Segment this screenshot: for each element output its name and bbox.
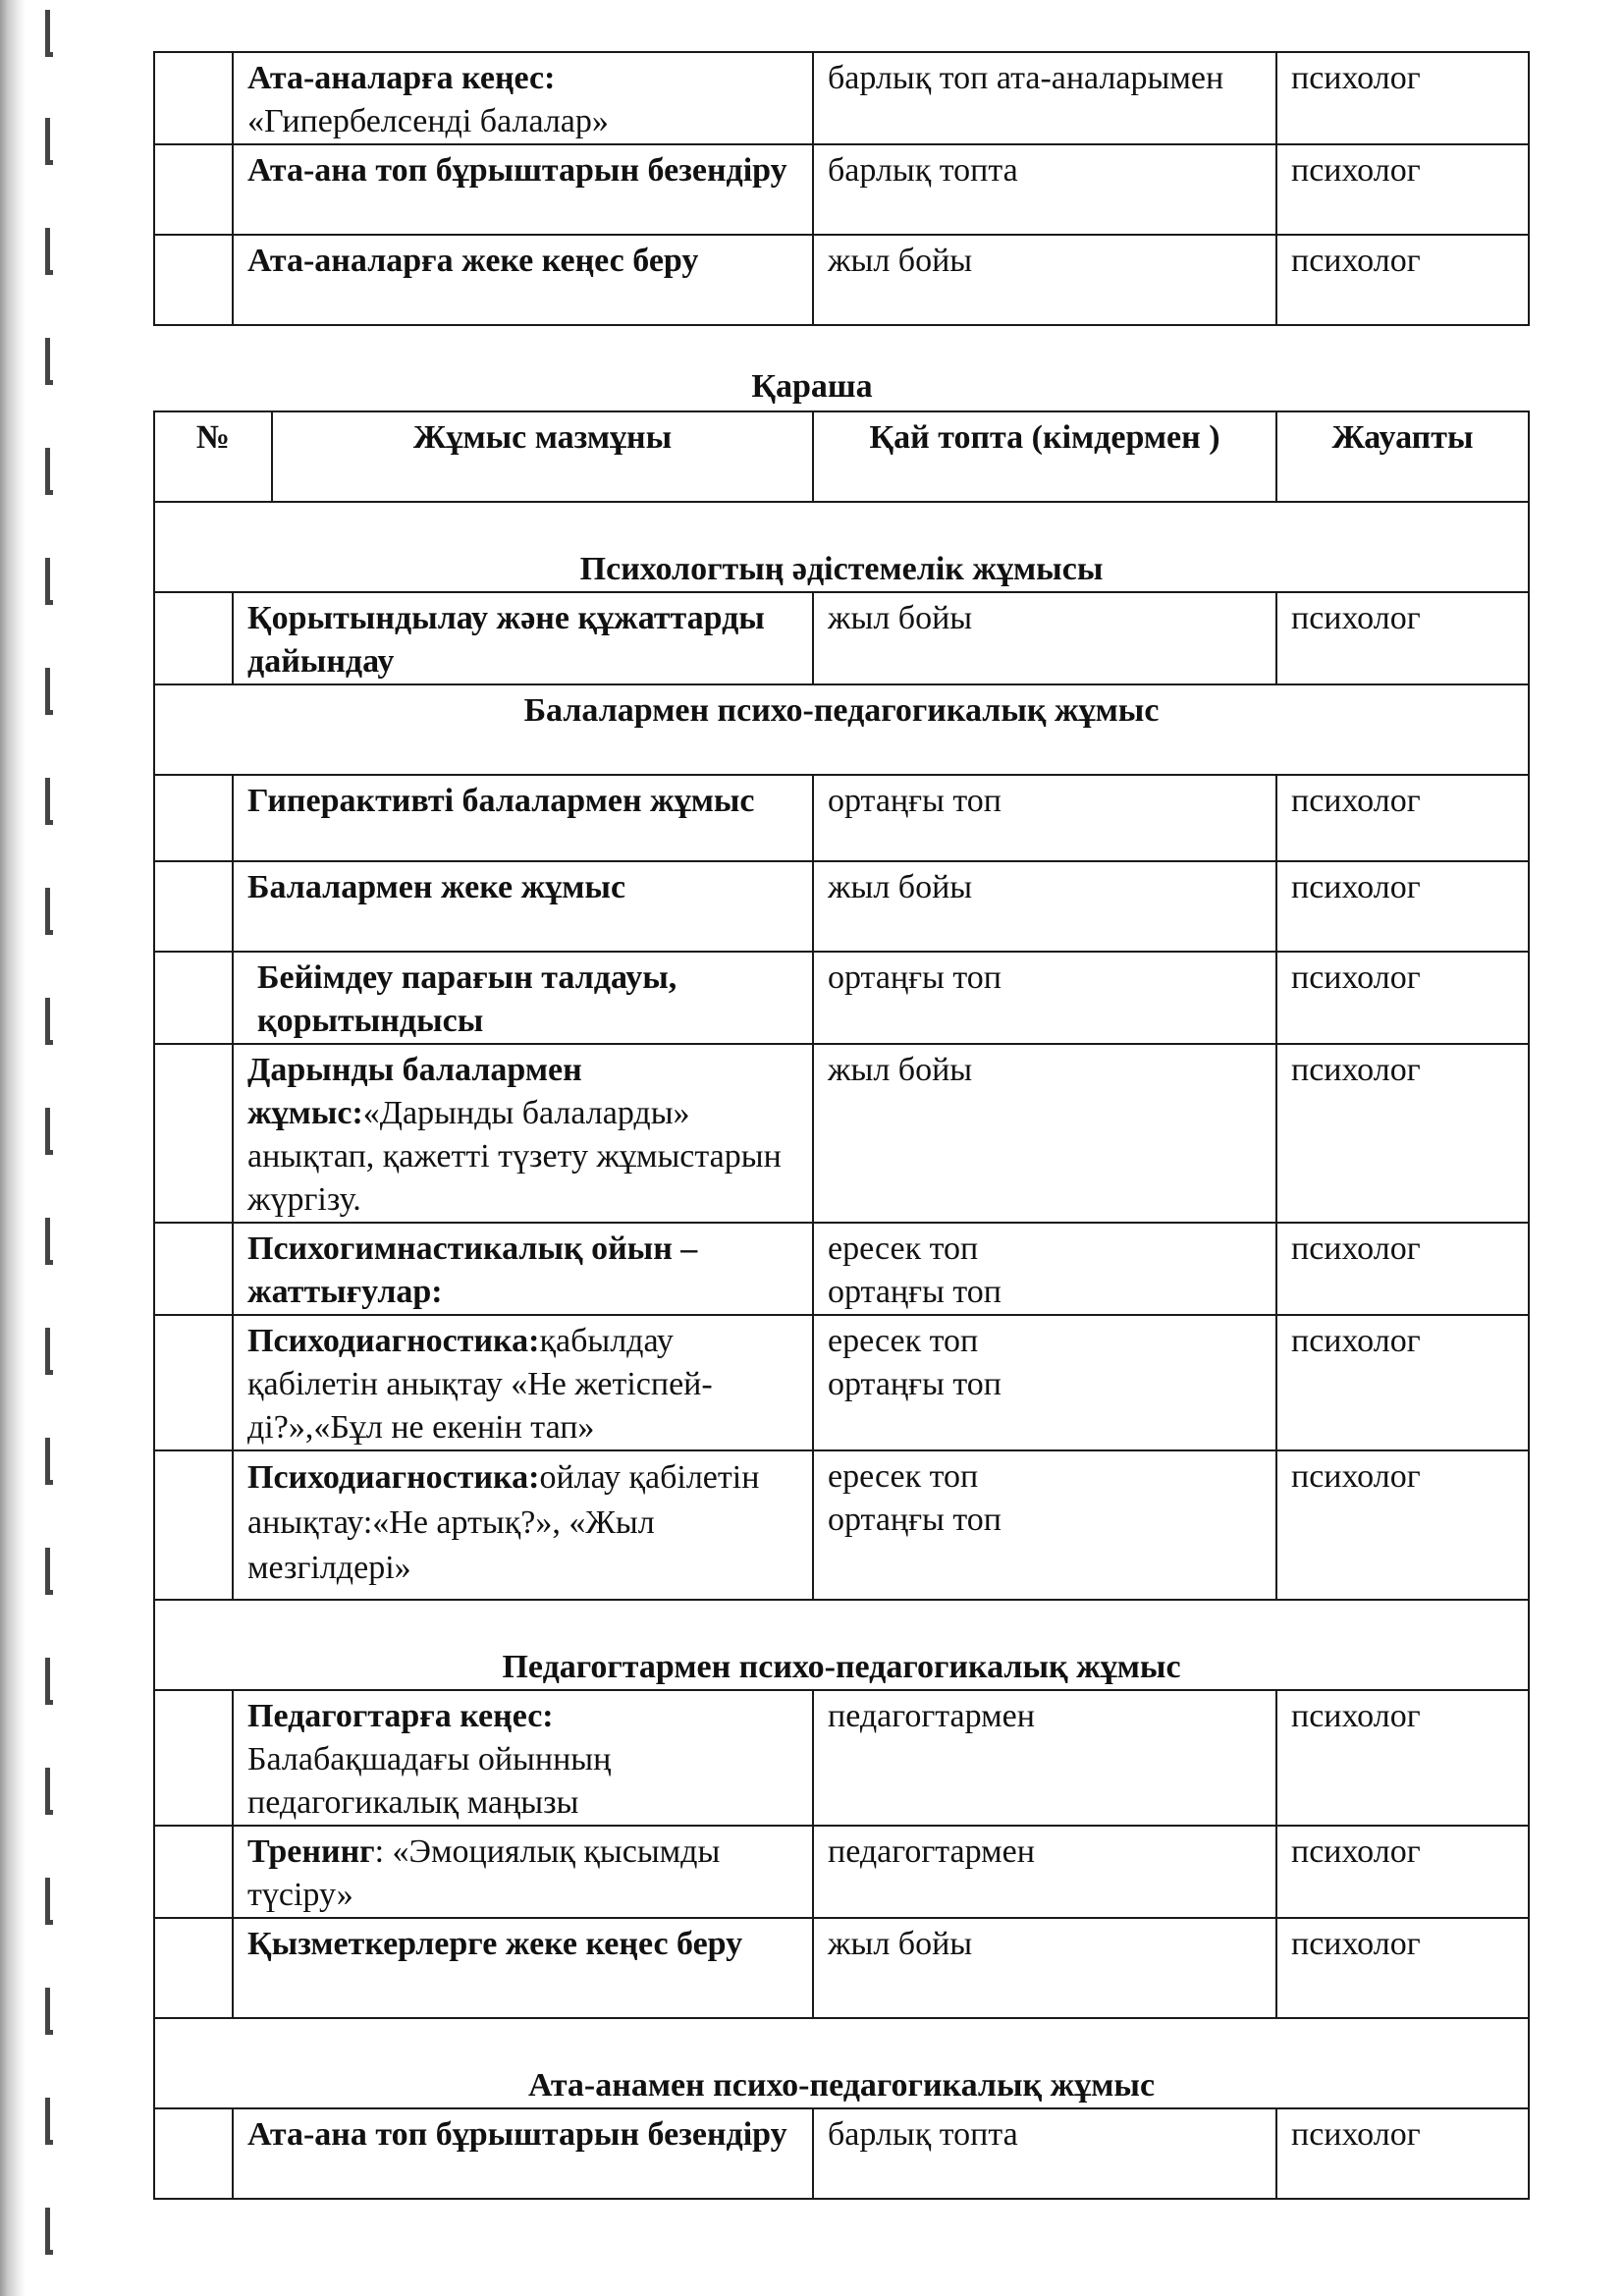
- responsible-cell: психолог: [1276, 144, 1529, 235]
- row-number-cell: [154, 1918, 233, 2018]
- content-cell: Тренинг: «Эмоциялық қысымды түсіру»: [233, 1826, 813, 1918]
- group-cell: жыл бойы: [813, 1918, 1276, 2018]
- responsible-cell: психолог: [1276, 1918, 1529, 2018]
- group-cell: барлық топ ата-аналарымен: [813, 52, 1276, 144]
- row-number-cell: [154, 2108, 233, 2199]
- group-cell: жыл бойы: [813, 592, 1276, 684]
- content-cell: Дарынды балалармен жұмыс:«Дарынды балаларды» анықтап, қажетті түзету жұмыстарын жүргізу.: [233, 1044, 813, 1223]
- section-title: Психологтың әдістемелік жұмысы: [154, 502, 1529, 592]
- table-row: [154, 1690, 1529, 1826]
- content-cell: Қызметкерлерге жеке кеңес беру: [233, 1918, 813, 2018]
- responsible-cell: психолог: [1276, 1690, 1529, 1826]
- table-row: [154, 1223, 1529, 1315]
- group-cell: педагогтармен: [813, 1826, 1276, 1918]
- top-table: [153, 51, 1530, 326]
- header-content: Жұмыс мазмұны: [272, 411, 813, 502]
- table-row: [154, 1450, 1529, 1600]
- content-cell: Қорытындылау және құжаттарды дайындау: [233, 592, 813, 684]
- table-row: [154, 235, 1529, 325]
- section-row: [154, 502, 1529, 592]
- row-number-cell: [154, 861, 233, 952]
- group-cell: барлық топта: [813, 2108, 1276, 2199]
- group-cell: педагогтармен: [813, 1690, 1276, 1826]
- row-number-cell: [154, 952, 233, 1044]
- table-row: [154, 52, 1529, 144]
- row-number-cell: [154, 52, 233, 144]
- header-group: Қай топта (кімдермен ): [813, 411, 1276, 502]
- row-number-cell: [154, 1690, 233, 1826]
- content-cell: Балалармен жеке жұмыс: [233, 861, 813, 952]
- row-number-cell: [154, 1044, 233, 1223]
- plan-table: [153, 501, 1530, 2200]
- group-cell: ересек топ ортаңғы топ: [813, 1450, 1276, 1600]
- group-cell: ересек топ ортаңғы топ: [813, 1223, 1276, 1315]
- month-title: Қараша: [751, 368, 873, 405]
- content-cell: Ата-ана топ бұрыштарын безендіру: [233, 144, 813, 235]
- group-cell: ортаңғы топ: [813, 775, 1276, 861]
- row-number-cell: [154, 592, 233, 684]
- table-row: [154, 1918, 1529, 2018]
- row-number-cell: [154, 1315, 233, 1450]
- table-row: [154, 1826, 1529, 1918]
- responsible-cell: психолог: [1276, 1315, 1529, 1450]
- section-title: Педагогтармен психо-педагогикалық жұмыс: [154, 1600, 1529, 1690]
- row-number-cell: [154, 144, 233, 235]
- group-cell: жыл бойы: [813, 861, 1276, 952]
- table-row: [154, 1315, 1529, 1450]
- header-row: [154, 411, 1529, 502]
- group-cell: ересек топ ортаңғы топ: [813, 1315, 1276, 1450]
- section-title: Ата-анамен психо-педагогикалық жұмыс: [154, 2018, 1529, 2108]
- table-row: [154, 775, 1529, 861]
- table-row: [154, 1044, 1529, 1223]
- section-title: Балалармен психо-педагогикалық жұмыс: [154, 684, 1529, 775]
- group-cell: ортаңғы топ: [813, 952, 1276, 1044]
- section-row: [154, 684, 1529, 775]
- responsible-cell: психолог: [1276, 1450, 1529, 1600]
- header-table: [153, 410, 1530, 503]
- content-cell: Гиперактивті балалармен жұмыс: [233, 775, 813, 861]
- content-cell: Ата-аналарға жеке кеңес беру: [233, 235, 813, 325]
- header-number: №: [154, 411, 272, 502]
- header-responsible: Жауапты: [1276, 411, 1529, 502]
- responsible-cell: психолог: [1276, 1044, 1529, 1223]
- group-cell: жыл бойы: [813, 235, 1276, 325]
- responsible-cell: психолог: [1276, 52, 1529, 144]
- row-number-cell: [154, 775, 233, 861]
- table-row: [154, 952, 1529, 1044]
- table-row: [154, 592, 1529, 684]
- row-number-cell: [154, 1450, 233, 1600]
- responsible-cell: психолог: [1276, 1223, 1529, 1315]
- group-cell: барлық топта: [813, 144, 1276, 235]
- content-cell: Педагогтарға кеңес: Балабақшадағы ойынның педагогикалық маңызы: [233, 1690, 813, 1826]
- row-number-cell: [154, 235, 233, 325]
- responsible-cell: психолог: [1276, 2108, 1529, 2199]
- responsible-cell: психолог: [1276, 952, 1529, 1044]
- content-cell: Бейімдеу парағын талдауы, қорытындысы: [233, 952, 813, 1044]
- table-row: [154, 2108, 1529, 2199]
- content-cell: Психодиагностика:қабылдау қабілетін анықтау «Не жетіспей-ді?»,«Бұл не екенін тап»: [233, 1315, 813, 1450]
- binder-edge: [0, 0, 26, 2296]
- row-number-cell: [154, 1223, 233, 1315]
- content-cell: Ата-ана топ бұрыштарын безендіру: [233, 2108, 813, 2199]
- section-row: [154, 2018, 1529, 2108]
- table-row: [154, 144, 1529, 235]
- section-row: [154, 1600, 1529, 1690]
- group-cell: жыл бойы: [813, 1044, 1276, 1223]
- responsible-cell: психолог: [1276, 1826, 1529, 1918]
- responsible-cell: психолог: [1276, 592, 1529, 684]
- responsible-cell: психолог: [1276, 775, 1529, 861]
- row-number-cell: [154, 1826, 233, 1918]
- content-cell: Ата-аналарға кеңес: «Гипербелсенді балалар»: [233, 52, 813, 144]
- content-cell: Психодиагностика:ойлау қабілетін анықтау:«Не артық?», «Жыл мезгілдері»: [233, 1450, 813, 1600]
- responsible-cell: психолог: [1276, 235, 1529, 325]
- responsible-cell: психолог: [1276, 861, 1529, 952]
- content-cell: Психогимнастикалық ойын – жаттығулар:: [233, 1223, 813, 1315]
- table-row: [154, 861, 1529, 952]
